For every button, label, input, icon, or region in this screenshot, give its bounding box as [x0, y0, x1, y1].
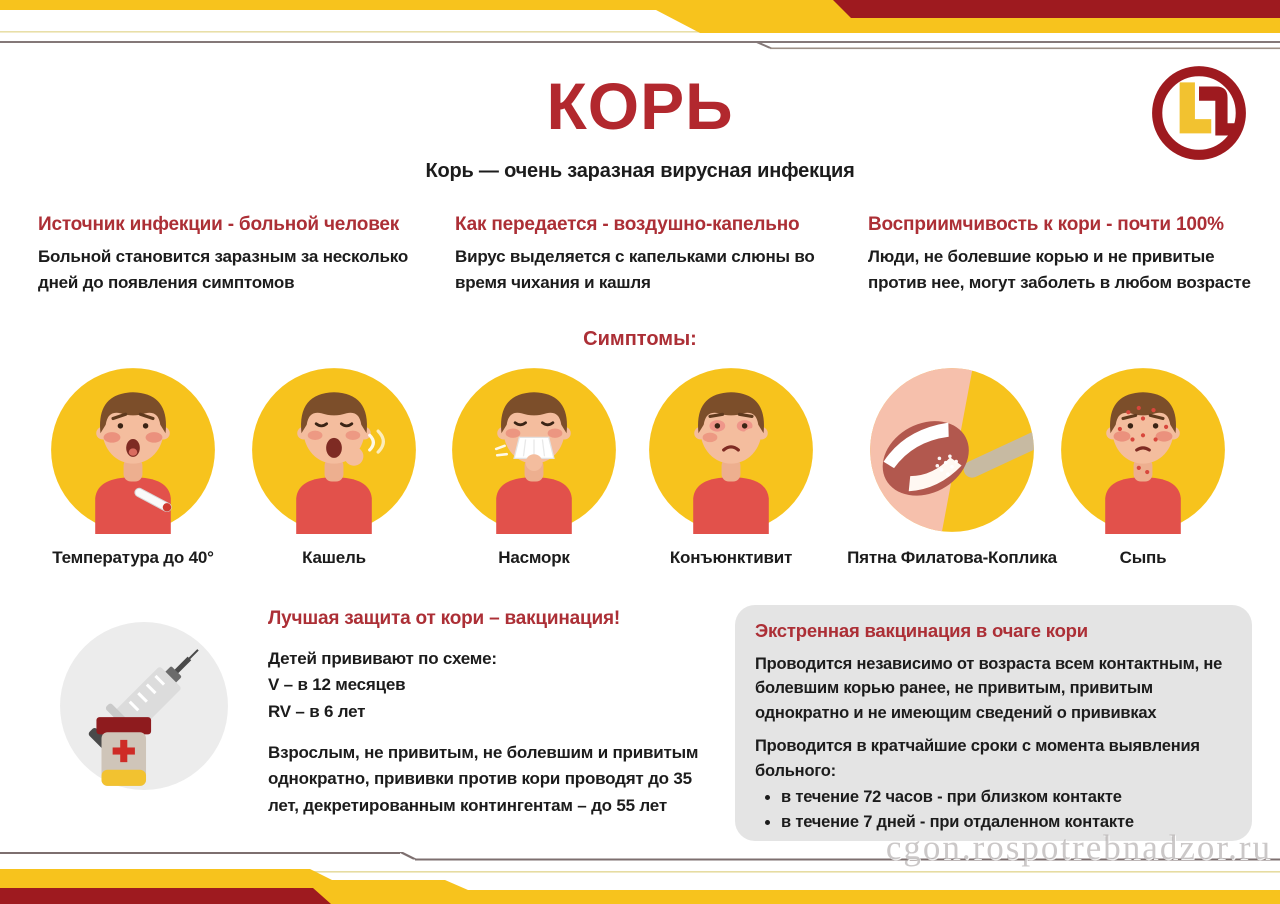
- adults-vaccination-text: Взрослым, не привитым, не болевшим и привитым однократно, прививки против кори проводят до 35 лет, декретированным контингентам – до 55 лет: [268, 743, 699, 815]
- emergency-vaccination-box: [735, 605, 1252, 841]
- symptom-label: Сыпь: [1119, 548, 1167, 567]
- vaccination-section: [268, 608, 713, 819]
- info-column-susceptibility: [868, 214, 1264, 295]
- info-heading: Как передается - воздушно-капельно: [455, 214, 800, 235]
- info-column-transmission: [455, 214, 855, 295]
- emergency-bullet: • в течение 72 часов - при близком контакте: [781, 785, 1232, 810]
- symptom-label: Температура до 40°: [52, 548, 214, 567]
- emergency-paragraph-2: Проводится в кратчайшие сроки с момента выявления больного:: [755, 737, 1200, 780]
- schedule-line-v: V – в 12 месяцев: [268, 675, 406, 695]
- children-schedule-intro: Детей прививают по схеме:: [268, 649, 497, 668]
- symptom-rash: [1058, 366, 1228, 568]
- emergency-bullet: • в течение 7 дней - при отдаленном контакте: [781, 810, 1232, 835]
- info-body: Люди, не болевшие корью и не привитые против нее, могут заболеть в любом возрасте: [868, 247, 1251, 292]
- boy-conjunctivitis-icon: [647, 366, 815, 534]
- boy-rash-icon: [1059, 366, 1227, 534]
- symptom-label: Пятна Филатова-Коплика: [847, 548, 1057, 567]
- mouth-koplik-spots-icon: [868, 366, 1036, 534]
- watermark-url: cgon.rospotrebnadzor.ru: [885, 828, 1272, 867]
- symptom-cough: [244, 366, 424, 568]
- emergency-heading: Экстренная вакцинация в очаге кори: [755, 620, 1088, 641]
- boy-runny-nose-icon: [450, 366, 618, 534]
- info-column-source: [38, 214, 440, 295]
- symptom-koplik-spots: [842, 366, 1062, 568]
- symptom-conjunctivitis: [631, 366, 831, 568]
- info-heading: Источник инфекции - больной человек: [38, 214, 400, 235]
- boy-fever-thermometer-icon: [49, 366, 217, 534]
- syringe-vial-icon: [58, 620, 230, 792]
- schedule-line-rv: RV – в 6 лет: [268, 701, 366, 721]
- info-body: Больной становится заразным за несколько дней до появления симптомов: [38, 247, 409, 292]
- symptom-label: Кашель: [302, 548, 366, 567]
- boy-coughing-icon: [250, 366, 418, 534]
- vaccination-heading: Лучшая защита от кори – вакцинация!: [268, 608, 620, 629]
- symptom-label: Конъюнктивит: [669, 548, 793, 567]
- top-border-decoration: [0, 0, 1280, 60]
- symptom-fever: [23, 366, 243, 568]
- info-heading: Восприимчивость к кори - почти 100%: [868, 214, 1224, 235]
- symptoms-heading: Симптомы:: [583, 328, 697, 350]
- symptom-label: Насморк: [498, 548, 570, 567]
- page-subtitle: Корь — очень заразная вирусная инфекция: [425, 160, 855, 182]
- info-body: Вирус выделяется с капельками слюны во время чихания и кашля: [455, 247, 815, 292]
- symptom-runny-nose: [444, 366, 624, 568]
- emergency-paragraph-1: Проводится независимо от возраста всем контактным, не болевшим корью ранее, не привитым, привитым однократно и не имеющим сведений о прививках: [755, 655, 1223, 722]
- page-title: КОРЬ: [546, 69, 734, 143]
